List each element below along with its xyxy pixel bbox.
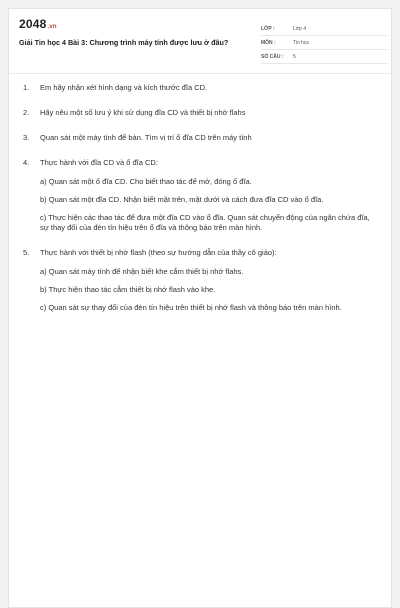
sub-question: a) Quan sát máy tính để nhận biết khe cắm thiết bị nhớ flahs. xyxy=(40,267,244,276)
question-number: 5. xyxy=(23,248,30,257)
question-text: Hãy nêu một số lưu ý khi sử dụng đĩa CD và thiết bị nhớ flahs xyxy=(40,108,246,117)
logo-suffix: .vn xyxy=(47,24,57,30)
meta-row-class xyxy=(261,23,387,36)
question-number: 1. xyxy=(23,83,30,92)
page-title: Giải Tin học 4 Bài 3: Chương trình máy tính được lưu ở đâu? xyxy=(19,38,229,47)
site-logo[interactable] xyxy=(19,17,57,31)
question-number: 4. xyxy=(23,158,30,167)
question-number: 2. xyxy=(23,108,30,117)
logo-text: 2048 xyxy=(19,17,47,31)
question-item xyxy=(23,248,379,258)
question-text: Thực hành với thiết bị nhớ flash (theo sự hướng dẫn của thầy cô giáo): xyxy=(40,248,277,257)
question-block xyxy=(23,248,379,313)
document-header xyxy=(19,17,383,75)
meta-key: SỐ CÂU : xyxy=(261,54,284,60)
question-text: Thực hành với đĩa CD và ổ đĩa CD: xyxy=(40,158,158,167)
sub-question: a) Quan sát một ổ đĩa CD. Cho biết thao tác để mở, đóng ổ đĩa. xyxy=(40,177,252,186)
question-item xyxy=(23,108,379,118)
sub-question: c) Quan sát sự thay đổi của đèn tín hiệu trên thiết bị nhớ flash và thông báo trên màn hình. xyxy=(40,303,342,312)
question-item xyxy=(23,83,379,93)
meta-value: 5 xyxy=(293,54,296,60)
meta-value: Tin học xyxy=(293,40,310,46)
meta-row-count xyxy=(261,51,387,64)
question-text: Em hãy nhận xét hình dạng và kích thước đĩa CD. xyxy=(40,83,208,92)
sub-question: b) Quan sát một đĩa CD. Nhận biết mặt trên, mặt dưới và cách đưa đĩa CD vào ổ đĩa. xyxy=(40,195,324,204)
sub-question: c) Thực hiện các thao tác để đưa một đĩa CD vào ổ đĩa. Quan sát chuyển động của ngăn chứa đĩa, sự thay đổi của đèn tín hiệu trên ổ đĩa và thông báo trên màn hình. xyxy=(40,213,370,232)
question-item xyxy=(23,133,379,143)
question-text: Quan sát một máy tính để bàn. Tìm vị trí ổ đĩa CD trên máy tính xyxy=(40,133,252,142)
meta-value: Lớp 4 xyxy=(293,26,307,32)
question-item xyxy=(23,158,379,168)
header-divider xyxy=(9,73,391,74)
meta-key: MÔN : xyxy=(261,40,276,46)
document-page xyxy=(8,8,392,608)
meta-row-subject xyxy=(261,37,387,50)
question-number: 3. xyxy=(23,133,30,142)
sub-question: b) Thực hiện thao tác cắm thiết bị nhớ flash vào khe. xyxy=(40,285,216,294)
question-block xyxy=(23,158,379,233)
meta-key: LỚP : xyxy=(261,26,275,32)
meta-info xyxy=(261,23,387,65)
question-list xyxy=(23,83,379,328)
